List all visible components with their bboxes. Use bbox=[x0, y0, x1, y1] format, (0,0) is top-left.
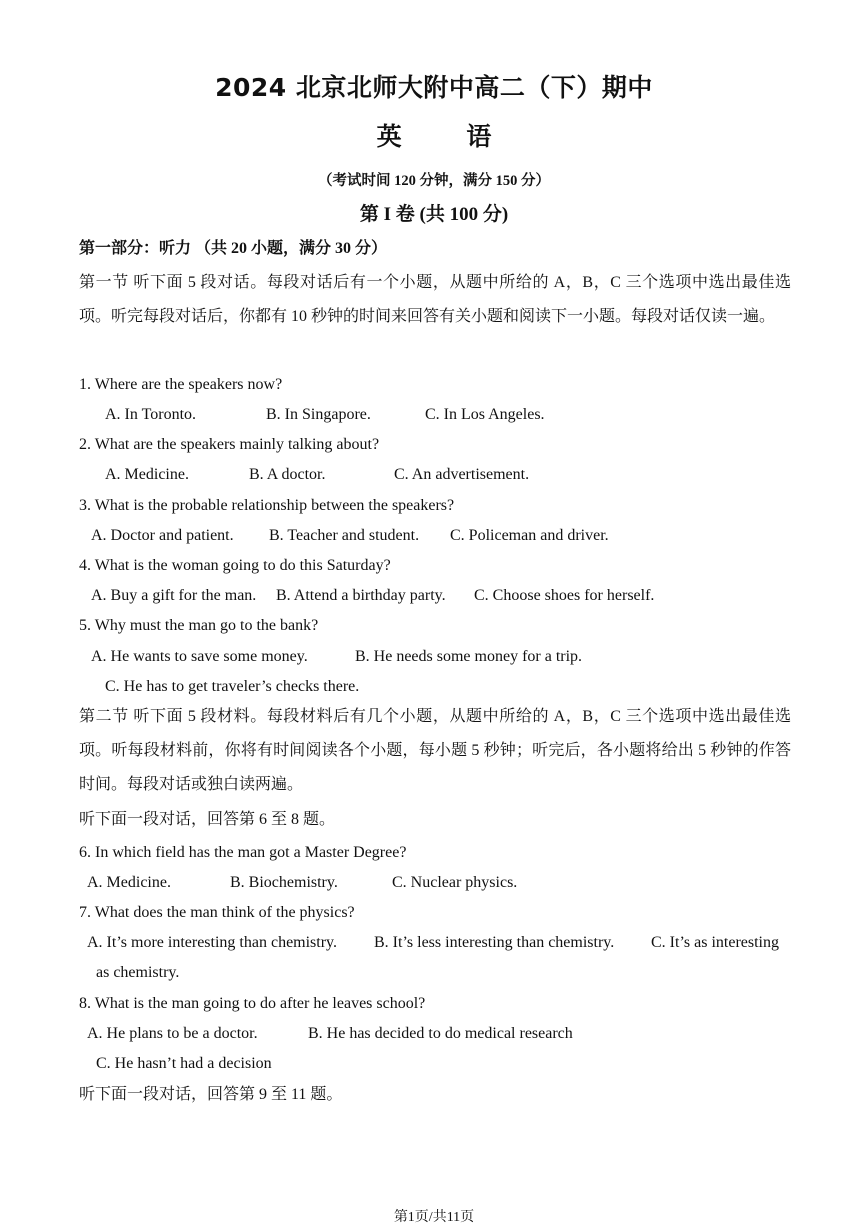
section2-instructions: 第二节 听下面 5 段材料。每段材料后有几个小题，从题中所给的 A，B，C 三个选项中选出最佳选项。听每段材料前，你将有时间阅读各个小题，每小题 5 秒钟；听完后，各小题将给出 5 秒钟的作答时间。每段对话或独白读两遍。 bbox=[79, 708, 791, 793]
subject-title: 英 语 bbox=[376, 122, 520, 151]
q1-option-b: B. In Singapore. bbox=[266, 406, 371, 423]
question-5: 5. Why must the man go to the bank? bbox=[79, 617, 319, 634]
prompt-6-8: 听下面一段对话，回答第 6 至 8 题。 bbox=[79, 811, 336, 828]
q3-option-b: B. Teacher and student. bbox=[269, 527, 420, 544]
q6-option-b: B. Biochemistry. bbox=[230, 874, 338, 891]
prompt-9-11: 听下面一段对话，回答第 9 至 11 题。 bbox=[79, 1086, 343, 1103]
volume-heading: 第 I 卷 (共 100 分) bbox=[359, 204, 509, 225]
q8-option-a: A. He plans to be a doctor. bbox=[87, 1025, 258, 1042]
q7-option-c-continued: as chemistry. bbox=[96, 964, 180, 981]
q6-option-a: A. Medicine. bbox=[87, 874, 171, 891]
question-1: 1. Where are the speakers now? bbox=[79, 376, 283, 393]
q3-option-c: C. Policeman and driver. bbox=[450, 527, 609, 544]
q5-option-c: C. He has to get traveler’s checks there. bbox=[105, 678, 360, 695]
question-4: 4. What is the woman going to do this Saturday? bbox=[79, 557, 391, 574]
q2-option-b: B. A doctor. bbox=[249, 466, 326, 483]
q5-option-b: B. He needs some money for a trip. bbox=[355, 648, 583, 665]
q5-option-a: A. He wants to save some money. bbox=[91, 648, 308, 665]
q8-option-b: B. He has decided to do medical research bbox=[308, 1025, 573, 1042]
q8-option-c: C. He hasn’t had a decision bbox=[96, 1055, 272, 1072]
q4-option-b: B. Attend a birthday party. bbox=[276, 587, 446, 604]
q2-option-a: A. Medicine. bbox=[105, 466, 189, 483]
q3-option-a: A. Doctor and patient. bbox=[91, 527, 234, 544]
question-2: 2. What are the speakers mainly talking about? bbox=[79, 436, 380, 453]
exam-info: （考试时间 120 分钟，满分 150 分） bbox=[318, 173, 550, 189]
question-7: 7. What does the man think of the physics? bbox=[79, 904, 355, 921]
q2-option-c: C. An advertisement. bbox=[394, 466, 530, 483]
question-6: 6. In which field has the man got a Master Degree? bbox=[79, 844, 407, 861]
q6-option-c: C. Nuclear physics. bbox=[392, 874, 518, 891]
question-3: 3. What is the probable relationship between the speakers? bbox=[79, 497, 455, 514]
q1-option-c: C. In Los Angeles. bbox=[425, 406, 545, 423]
q7-option-b: B. It’s less interesting than chemistry. bbox=[374, 934, 615, 951]
section1-instructions: 第一节 听下面 5 段对话。每段对话后有一个小题，从题中所给的 A，B，C 三个选项中选出最佳选项。听完每段对话后，你都有 10 秒钟的时间来回答有关小题和阅读下一小题。每段对话仅读一遍。 bbox=[79, 274, 791, 325]
q7-option-c: C. It’s as interesting bbox=[651, 934, 779, 951]
q7-option-a: A. It’s more interesting than chemistry. bbox=[87, 934, 338, 951]
part1-heading: 第一部分：听力 （共 20 小题，满分 30 分） bbox=[79, 240, 388, 257]
page-number: 第1页/共11页 bbox=[393, 1210, 475, 1225]
question-8: 8. What is the man going to do after he leaves school? bbox=[79, 995, 426, 1012]
q4-option-c: C. Choose shoes for herself. bbox=[474, 587, 655, 604]
q4-option-a: A. Buy a gift for the man. bbox=[91, 587, 257, 604]
page-title: 2024 北京北师大附中高二（下）期中 bbox=[215, 73, 653, 102]
q1-option-a: A. In Toronto. bbox=[105, 406, 197, 423]
